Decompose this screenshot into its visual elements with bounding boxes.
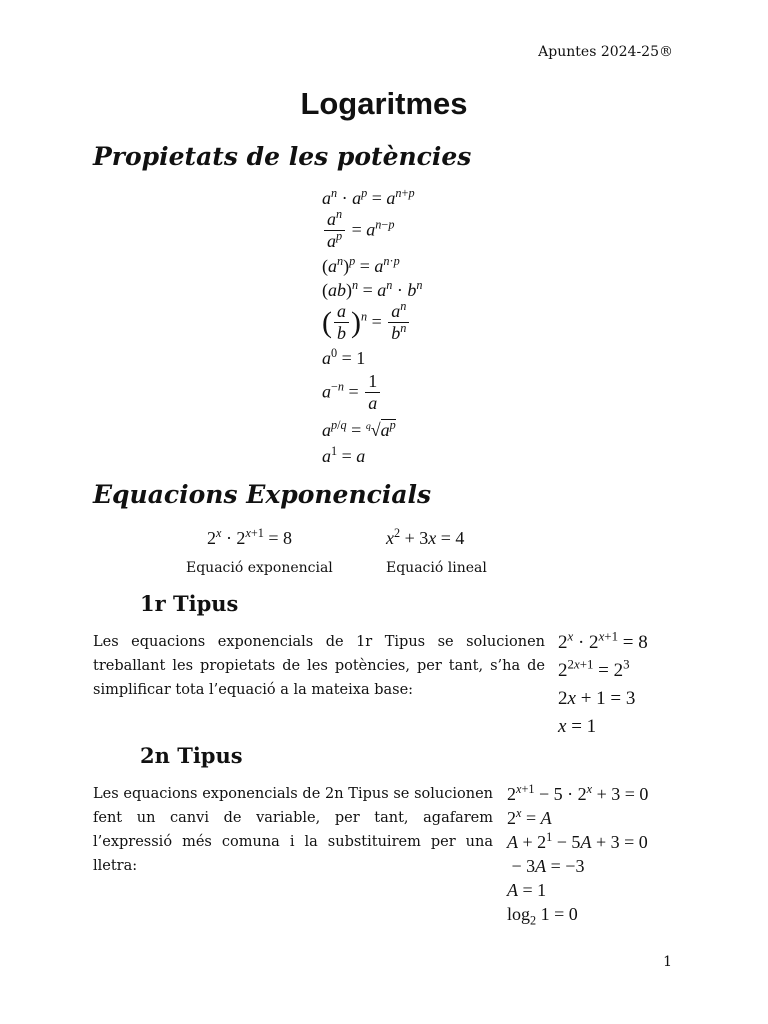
heading-type-1: 1r Tipus (140, 591, 239, 616)
formula-power-of-product: $(ab)^n = a^n \cdot b^n$ (322, 278, 423, 300)
solution-type-2-step-1: $2^{x+1} - 5 \cdot 2^x + 3 = 0$ (507, 782, 649, 804)
solution-type-2-step-2: $2^x = A$ (507, 806, 552, 828)
paragraph-type-2: Les equacions exponencials de 2n Tipus se solucionen fent un canvi de variable, per tant, agafarem l’expressió més comuna i la substituirem per una lletra: (93, 786, 493, 874)
example-linear-equation: $x^2 + 3x = 4$ (386, 526, 465, 548)
solution-type-2-step-5: A = 1 (507, 880, 547, 900)
formula-zero-exponent: $a^0 = 1$ (322, 346, 366, 368)
section-heading-exponential-equations: Equacions Exponencials (93, 480, 432, 509)
formula-fractional-exponent: $a^{p/q} = ^q√a^p$ (322, 418, 396, 440)
page-number: 1 (663, 954, 672, 970)
solution-type-1-step-2: $2^{2x+1} = 2^3$ (558, 656, 630, 681)
formula-quotient-rule: $\frac{a^n}{a^p}$ = $a^{n-p}$ (322, 210, 394, 252)
paragraph-type-1: Les equacions exponencials de 1r Tipus se solucionen treballant les propietats de les potències, per tant, s’ha de simplificar tota l’equació a la mateixa base: (93, 634, 545, 698)
solution-type-1-step-1: $2^x \cdot 2^{x+1} = 8$ (558, 628, 648, 653)
solution-type-2-step-6: $\log_2 1 = 0$ (507, 904, 578, 928)
section-heading-powers: Propietats de les potències (93, 142, 472, 171)
formula-power-of-quotient: ( $\frac{a}{b}$ )$^n$ = $\frac{a^n}{b^n}$ (322, 302, 411, 344)
solution-type-1-step-3: 2x + 1 = 3 (558, 688, 636, 709)
formula-product-rule: $a^n \cdot a^p = a^{n+p}$ (322, 186, 415, 208)
heading-type-2: 2n Tipus (140, 743, 243, 768)
caption-linear: Equació lineal (386, 560, 487, 576)
solution-type-2-step-3: $A + 2^1 - 5A + 3 = 0$ (507, 830, 648, 852)
page-title: Logaritmes (300, 86, 468, 121)
solution-type-2-step-4: − 3A = −3 (507, 856, 585, 876)
header-note: Apuntes 2024-25® (538, 44, 673, 60)
formula-power-of-power: $(a^n)^p = a^{n\cdot p}$ (322, 254, 400, 276)
example-exponential-equation: $2^x \cdot 2^{x+1} = 8$ (207, 526, 293, 548)
formula-unit-exponent: $a^1 = a$ (322, 444, 366, 466)
caption-exponential: Equació exponencial (186, 560, 333, 576)
solution-type-1-step-4: x = 1 (558, 716, 597, 737)
formula-negative-exponent: $a^{-n}$ = $\frac{1}{a}$ (322, 372, 382, 414)
